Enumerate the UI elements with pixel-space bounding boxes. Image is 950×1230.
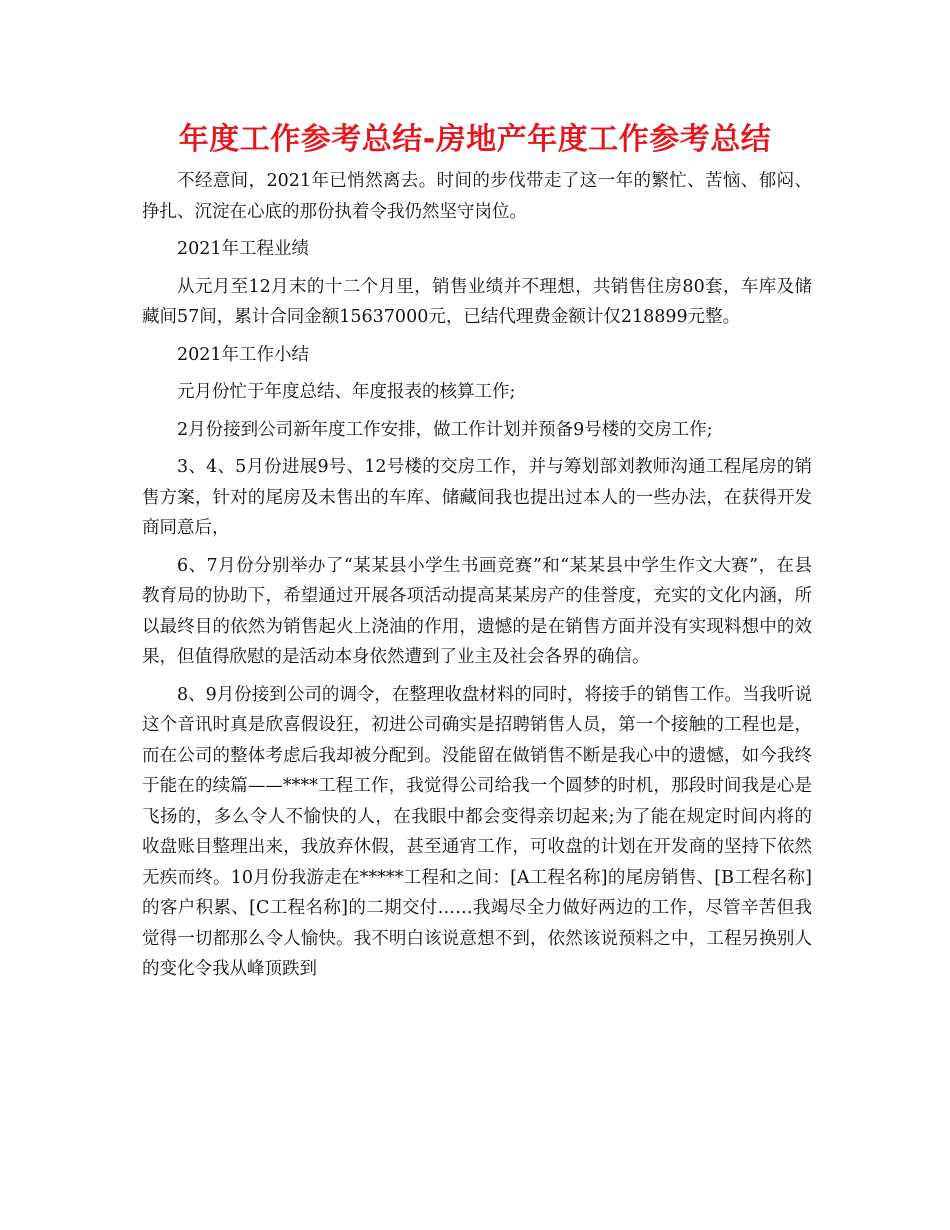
paragraph-august-october: 8、9月份接到公司的调令，在整理收盘材料的同时，将接手的销售工作。当我听说这个音讯时真是欣喜假设狂，初进公司确实是招聘销售人员，第一个接触的工程也是，而在公司的整体考虑后我却被分配到。没能留在做销售不断是我心中的遗憾，如今我终于能在的续篇——****工程工作，我觉得公司给我一个圆梦的时机，那段时间我是心是飞扬的，多么令人不愉快的人，在我眼中都会变得亲切起来;为了能在规定时间内将的收盘账目整理出来，我放弃休假，甚至通宵工作，可收盘的计划在开发商的坚持下依然无疾而终。10月份我游走在*****工程和之间：[A工程名称]的尾房销售、[B工程名称]的客户积累、[C工程名称]的二期交付……我竭尽全力做好两边的工作，尽管辛苦但我觉得一切都那么令人愉快。我不明白该说意想不到，依然该说预料之中，工程另换别人的变化令我从峰顶跌到: [142, 684, 812, 979]
paragraph-january: 元月份忙于年度总结、年度报表的核算工作;: [177, 382, 516, 402]
paragraph-march-may: 3、4、5月份进展9号、12号楼的交房工作，并与筹划部刘教师沟通工程尾房的销售方案，针对的尾房及未售出的车库、储藏间我也提出过本人的一些办法，在获得开发商同意后，: [142, 457, 812, 538]
document-title: 年度工作参考总结-房地产年度工作参考总结: [178, 122, 772, 157]
paragraph-june-july: 6、7月份分别举办了“某某县小学生书画竞赛”和“某某县中学生作文大赛”，在县教育局的协助下，希望通过开展各项活动提高某某房产的佳誉度，充实的文化内涵，所以最终目的依然为销售起火上浇油的作用，遗憾的是在销售方面并没有实现料想中的效果，但值得欣慰的是活动本身依然遭到了业主及社会各界的确信。: [142, 555, 812, 667]
document-body: [142, 166, 812, 992]
paragraph-intro: 不经意间，2021年已悄然离去。时间的步伐带走了这一年的繁忙、苦恼、郁闷、挣扎、沉淀在心底的那份执着令我仍然坚守岗位。: [142, 171, 812, 222]
paragraph-february: 2月份接到公司新年度工作安排，做工作计划并预备9号楼的交房工作;: [177, 419, 713, 440]
section-heading-summary: 2021年工作小结: [177, 344, 310, 365]
section-heading-performance: 2021年工程业绩: [177, 239, 310, 259]
paragraph-performance: 从元月至12月末的十二个月里，销售业绩并不理想，共销售住房80套，车库及储藏间57间，累计合同金额15637000元，已结代理费金额计仅218899元整。: [142, 276, 812, 327]
